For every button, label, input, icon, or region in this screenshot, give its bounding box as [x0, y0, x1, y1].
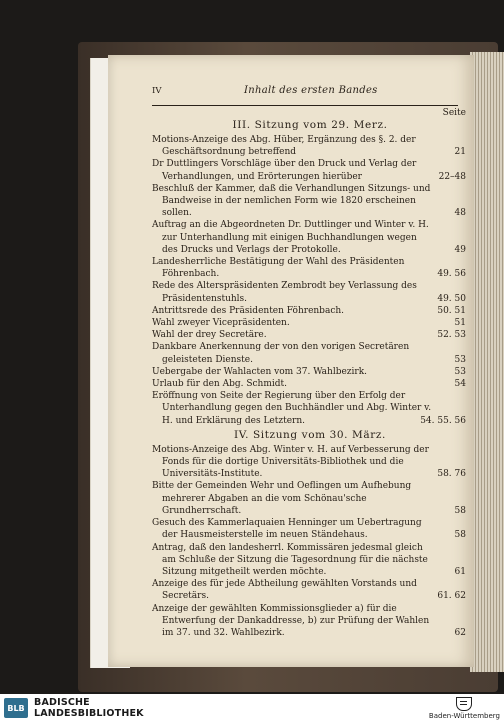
toc-entry-text: Urlaub für den Abg. Schmidt.: [152, 379, 287, 390]
toc-entry-text: Motions-Anzeige des Abg. Hüber, Ergänzung des §. 2. der Geschäftsordnung betreffend: [152, 135, 416, 158]
page-number: IV: [152, 86, 162, 96]
toc-entry-page: 53: [454, 354, 466, 365]
toc-entry-page: 22–48: [438, 171, 466, 182]
toc-entry-page: 58: [454, 530, 466, 541]
toc-entry-page: 61. 62: [437, 591, 466, 602]
toc-entry-text: Anzeige des für jede Abtheilung gewählten Vorstands und Secretärs.: [152, 579, 417, 602]
toc-entry-text: Antrag, daß den landesherrl. Kommissären jedesmal gleich am Schluße der Sitzung die Tagesordnung für die nächste Sitzung mitgetheilt werden möchte.: [152, 542, 428, 577]
toc-entry-page: 49: [454, 244, 466, 255]
toc-entry-text: Auftrag an die Abgeordneten Dr. Duttlinger und Winter v. H. zur Unterhandlung mit einigen Buchhandlungen wegen des Drucks und Verlags der Protokolle.: [152, 220, 429, 255]
toc-entry-page: 49. 56: [437, 269, 466, 280]
toc-entry-page: 21: [454, 147, 466, 158]
footer-bar: [0, 694, 504, 722]
toc-entry[interactable]: [152, 378, 468, 390]
toc-entry-text: Wahl zweyer Vicepräsidenten.: [152, 318, 290, 329]
toc-entry[interactable]: [152, 578, 468, 602]
state-crest-icon: [456, 697, 472, 711]
toc-sections: [152, 119, 468, 639]
book-page: [108, 55, 474, 667]
toc-entry-page: 62: [454, 627, 466, 638]
header-rule: [152, 105, 458, 106]
page-edges: [470, 52, 504, 672]
toc-entry[interactable]: [152, 444, 468, 481]
running-title: Inhalt des ersten Bandes: [244, 85, 378, 96]
running-head: [152, 85, 468, 99]
toc-entry-page: 58: [454, 505, 466, 516]
toc-entry-text: Beschluß der Kammer, daß die Verhandlungen Sitzungs- und Bandweise in der nemlichen Form wie 1820 erscheinen sollen.: [152, 183, 431, 219]
toc-entry-text: Landesherrliche Bestätigung der Wahl des Präsidenten Föhrenbach.: [152, 257, 405, 280]
toc-entry-text: Dankbare Anerkennung der von den vorigen Secretären geleisteten Dienste.: [152, 342, 410, 365]
sitting-heading: IV. Sitzung vom 30. März.: [234, 428, 386, 441]
toc-entry[interactable]: [152, 480, 468, 517]
toc-entry[interactable]: [152, 134, 468, 158]
toc-entry-text: Anzeige der gewählten Kommissionsglieder a) für die Entwerfung der Dankaddresse, b) zur Prüfung der Wahlen im 37. und 32. Wahlbezirk.: [152, 603, 430, 638]
library-name-line2: LANDESBIBLIOTHEK: [34, 708, 144, 719]
toc-entry[interactable]: [152, 280, 468, 304]
toc-entry-page: 51: [454, 318, 466, 329]
toc-entry[interactable]: [152, 341, 468, 365]
toc-entry[interactable]: [152, 542, 468, 579]
library-name: [34, 697, 144, 719]
toc-entry[interactable]: [152, 317, 468, 329]
toc-entry-text: Uebergabe der Wahlacten vom 37. Wahlbezirk.: [152, 366, 368, 377]
toc-entry-page: 53: [454, 366, 466, 377]
toc-entry[interactable]: [152, 183, 468, 220]
page-column-label: Seite: [442, 108, 466, 118]
library-name-line1: BADISCHE: [34, 697, 90, 708]
toc-entry-text: Antrittsrede des Präsidenten Föhrenbach.: [152, 305, 345, 316]
toc-entry[interactable]: [152, 603, 468, 640]
toc-entry-page: 49. 50: [437, 293, 466, 304]
page-content: [152, 85, 468, 639]
toc-entry[interactable]: [152, 256, 468, 280]
toc-entry[interactable]: [152, 366, 468, 378]
toc-entry-page: 61: [454, 566, 466, 577]
toc-entry-text: Eröffnung von Seite der Regierung über den Erfolg der Unterhandlung gegen den Buchhändler und Abg. Winter v. H. und Erklärung des Letztern.: [152, 391, 432, 426]
toc-entry[interactable]: [152, 305, 468, 317]
toc-entry-text: Gesuch des Kammerlaquaien Henninger um Uebertragung der Hausmeisterstelle im neuen Ständehaus.: [152, 518, 422, 541]
toc-entry[interactable]: [152, 329, 468, 341]
library-logo[interactable]: BLB: [4, 698, 28, 718]
toc-entry-page: 48: [454, 208, 466, 219]
toc-entry-text: Dr Duttlingers Vorschläge über den Druck und Verlag der Verhandlungen, und Erörterungen hierüber: [152, 159, 417, 182]
toc-entry[interactable]: [152, 219, 468, 256]
toc-entry-text: Bitte der Gemeinden Wehr und Oeflingen um Aufhebung mehrerer Abgaben an die vom Schönau'sche Grundherrschaft.: [152, 481, 412, 516]
toc-entry-text: Rede des Alterspräsidenten Zembrodt bey Verlassung des Präsidentenstuhls.: [152, 281, 417, 304]
toc-entry-page: 54: [454, 379, 466, 390]
toc-entry-page: 58. 76: [437, 469, 466, 480]
toc-entry-text: Wahl der drey Secretäre.: [152, 330, 267, 341]
toc-entry[interactable]: [152, 390, 468, 427]
toc-entry[interactable]: [152, 517, 468, 541]
toc-entry-page: 52. 53: [437, 330, 466, 341]
toc-entry-page: 50. 51: [437, 305, 466, 316]
toc-entry-text: Motions-Anzeige des Abg. Winter v. H. auf Verbesserung der Fonds für die dortige Universitäts-Bibliothek und die Universitäts-Institute.: [152, 444, 429, 480]
sitting-heading: III. Sitzung vom 29. Merz.: [232, 119, 388, 131]
toc-entry-page: 54. 55. 56: [420, 415, 466, 426]
toc-entry[interactable]: [152, 158, 468, 182]
state-logo[interactable]: [429, 697, 500, 720]
state-name: Baden-Württemberg: [428, 711, 500, 720]
